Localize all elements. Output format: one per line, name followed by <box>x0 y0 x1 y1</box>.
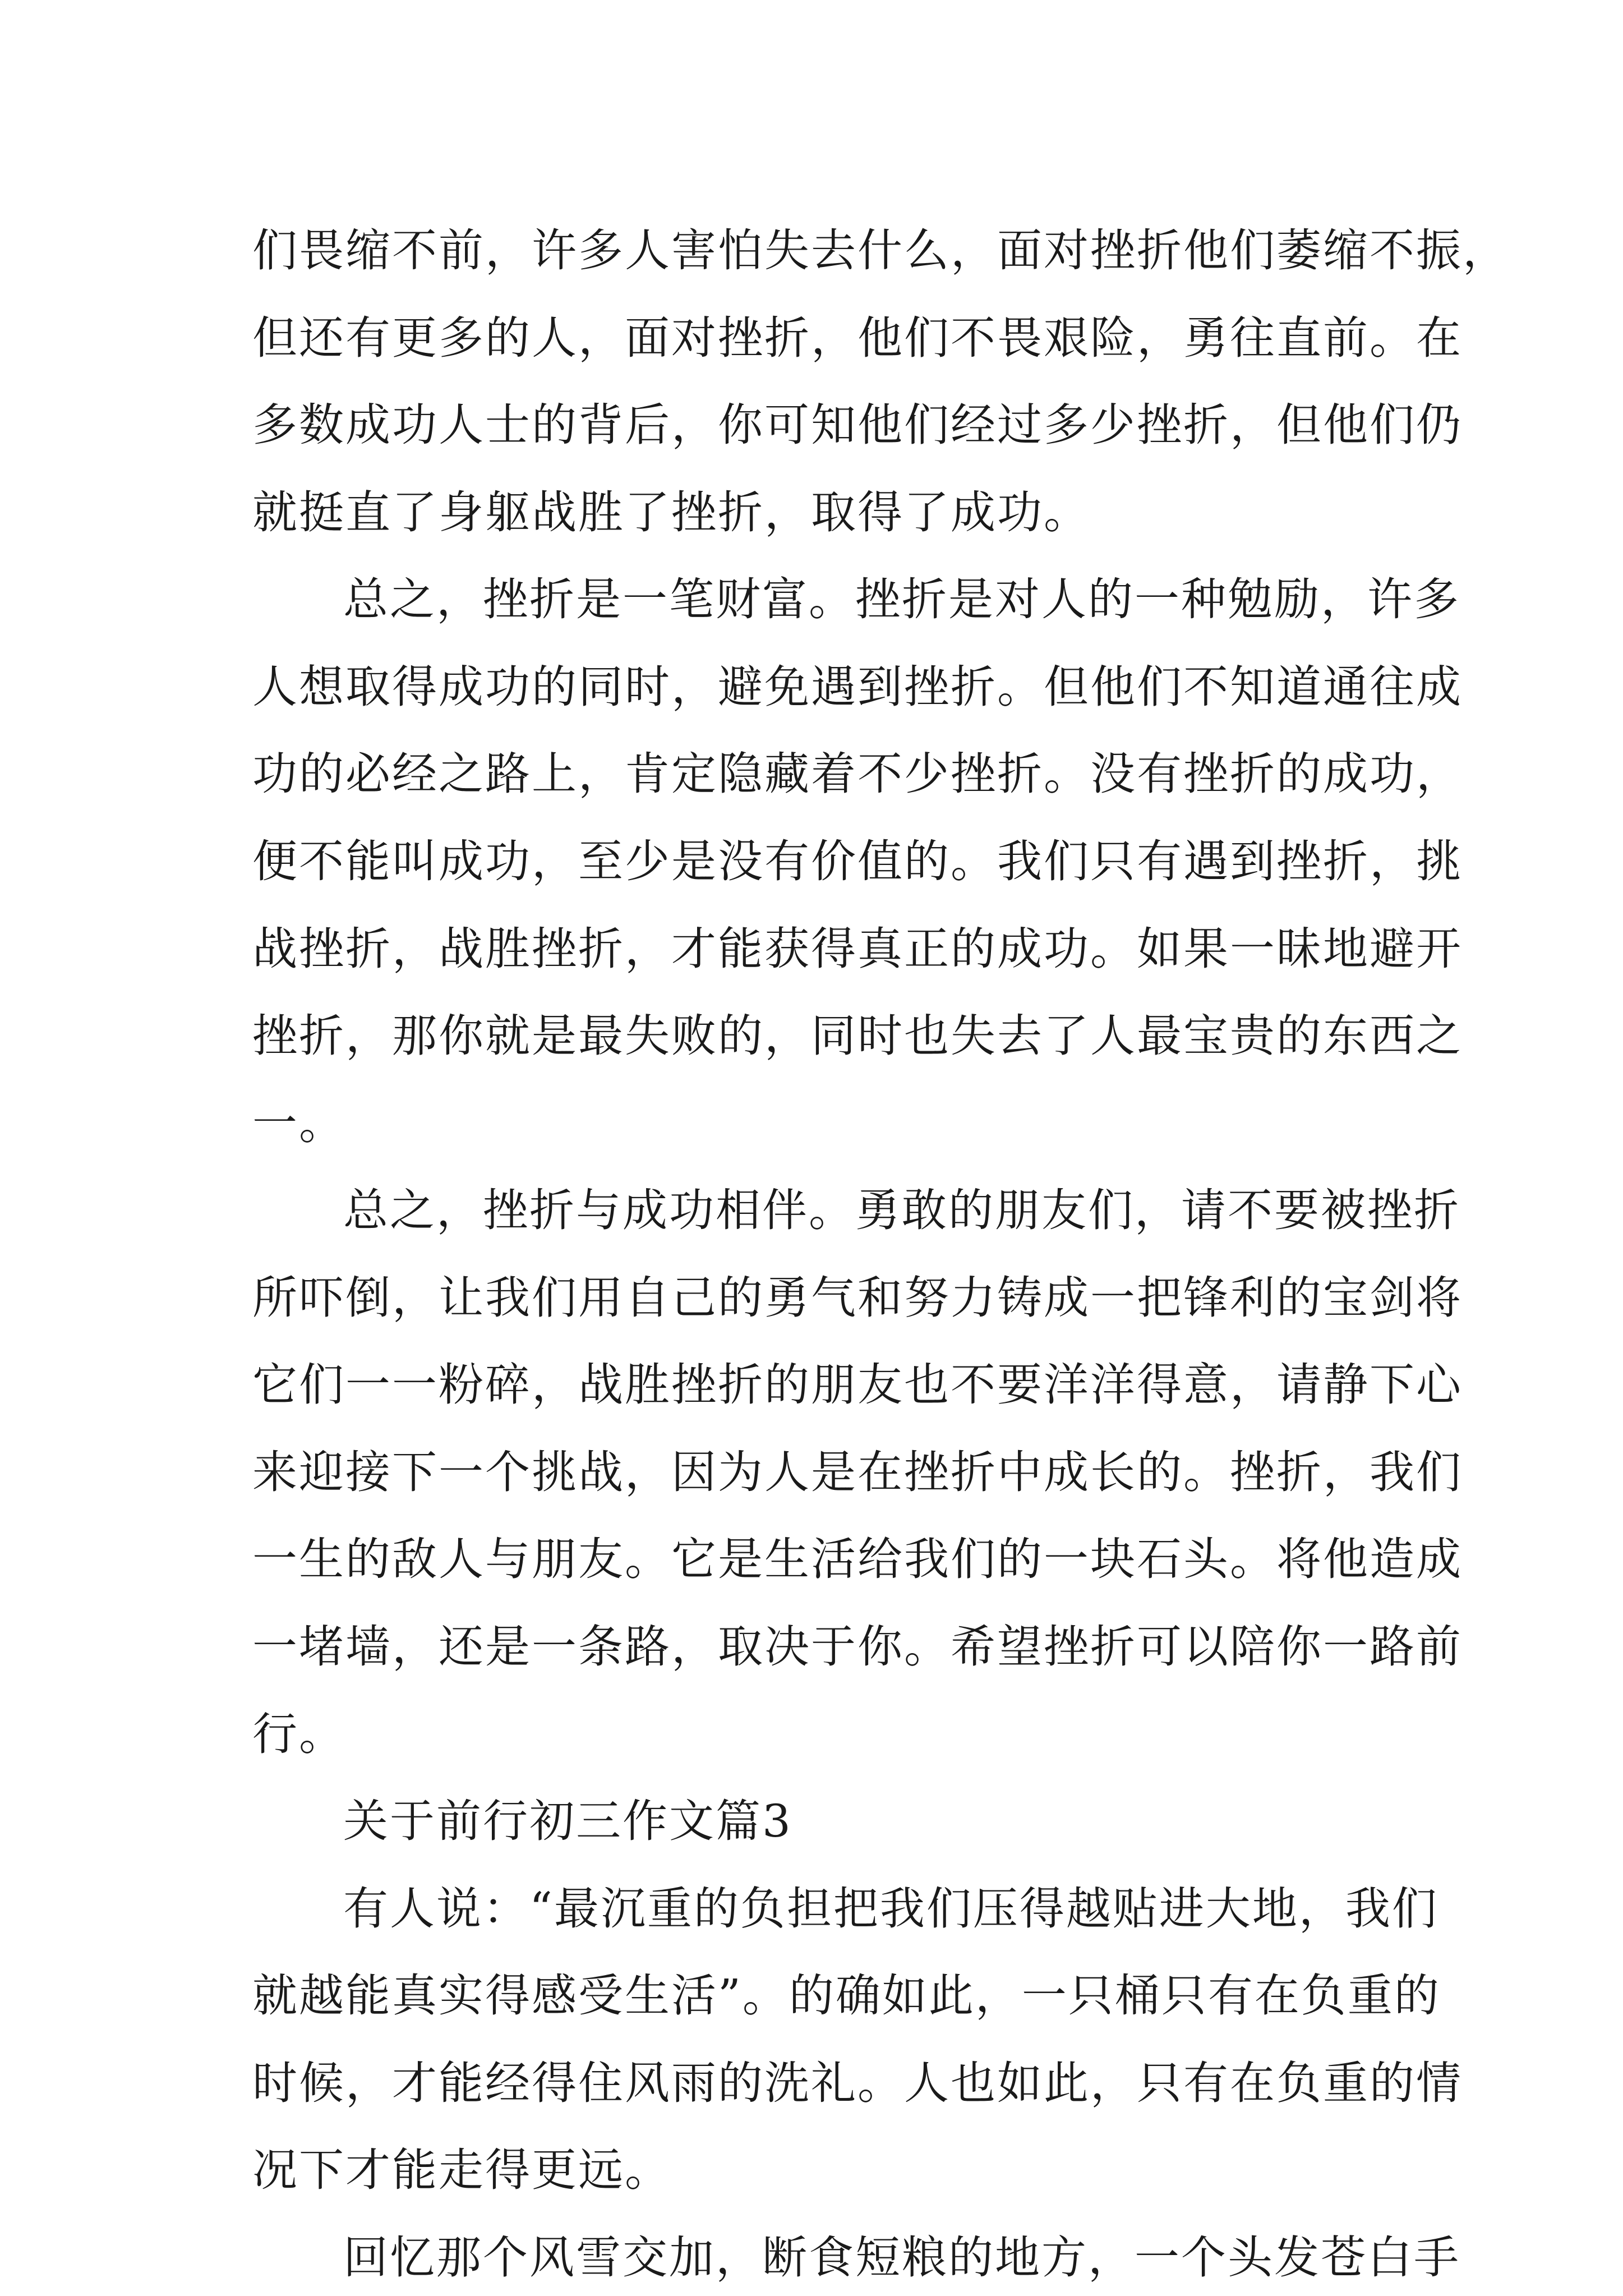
text-line: 人想取得成功的同时，避免遇到挫折。但他们不知道通往成 <box>252 661 1463 713</box>
text-line: 它们一一粉碎，战胜挫折的朋友也不要洋洋得意，请静下心 <box>252 1359 1463 1411</box>
paragraph-first-line: 回忆那个风雪交加，断食短粮的地方，一个头发苍白手 <box>343 2231 1460 2284</box>
text-line: 挫折，那你就是最失败的，同时也失去了人最宝贵的东西之 <box>252 1010 1463 1062</box>
text-line: 战挫折，战胜挫折，才能获得真正的成功。如果一昧地避开 <box>252 923 1463 975</box>
text-line: 多数成功人士的背后，你可知他们经过多少挫折，但他们仍 <box>252 399 1463 451</box>
text-line: 就挺直了身躯战胜了挫折，取得了成功。 <box>252 486 1090 539</box>
paragraph-first-line: 总之，挫折是一笔财富。挫折是对人的一种勉励，许多 <box>343 573 1460 625</box>
text-line: 况下才能走得更远。 <box>252 2144 671 2196</box>
text-line: 所吓倒，让我们用自己的勇气和努力铸成一把锋利的宝剑将 <box>252 1272 1463 1324</box>
paragraph-first-line: 有人说：“最沉重的负担把我们压得越贴进大地，我们 <box>343 1883 1438 1935</box>
text-line: 时候，才能经得住风雨的洗礼。人也如此，只有在负重的情 <box>252 2057 1463 2109</box>
text-line: 一。 <box>252 1097 345 1149</box>
text-line: 功的必经之路上，肯定隐藏着不少挫折。没有挫折的成功， <box>252 748 1463 800</box>
text-line: 来迎接下一个挑战，因为人是在挫折中成长的。挫折，我们 <box>252 1446 1463 1498</box>
paragraph-first-line: 总之，挫折与成功相伴。勇敢的朋友们，请不要被挫折 <box>343 1184 1460 1236</box>
text-line: 就越能真实得感受生活”。的确如此，一只桶只有在负重的 <box>252 1970 1441 2022</box>
text-line: 一堵墙，还是一条路，取决于你。希望挫折可以陪你一路前 <box>252 1621 1463 1673</box>
text-line: 行。 <box>252 1708 345 1760</box>
text-line: 但还有更多的人，面对挫折，他们不畏艰险，勇往直前。在 <box>252 312 1463 364</box>
text-line: 便不能叫成功，至少是没有价值的。我们只有遇到挫折，挑 <box>252 835 1463 887</box>
text-line: 们畏缩不前，许多人害怕失去什么，面对挫折他们萎缩不振， <box>252 224 1509 277</box>
text-line: 一生的敌人与朋友。它是生活给我们的一块石头。将他造成 <box>252 1533 1463 1585</box>
section-heading: 关于前行初三作文篇3 <box>343 1795 792 1847</box>
